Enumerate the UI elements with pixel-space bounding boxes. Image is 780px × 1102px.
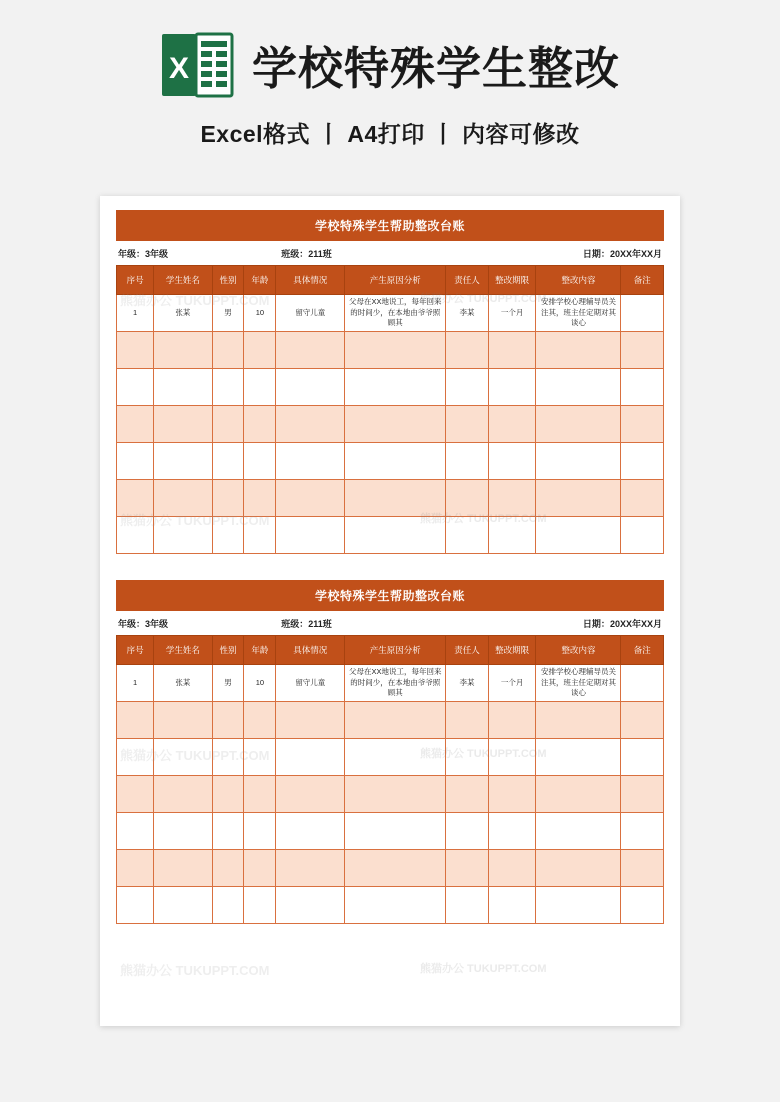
table-cell[interactable] — [276, 739, 345, 776]
table-cell[interactable]: 父母在XX地说工，每年回来的时间少，在本地由爷爷照顾其 — [345, 665, 446, 702]
table-cell[interactable] — [621, 295, 664, 332]
ledger-table — [116, 265, 664, 554]
grade-field — [118, 247, 281, 260]
table-cell[interactable]: 父母在XX地说工，每年回来的时间少，在本地由爷爷照顾其 — [345, 295, 446, 332]
table-cell[interactable] — [117, 776, 154, 813]
table-cell[interactable] — [536, 776, 621, 813]
document-page — [100, 196, 680, 1026]
table-cell[interactable] — [154, 850, 212, 887]
column-header: 责任人 — [446, 636, 488, 665]
table-row[interactable] — [117, 665, 664, 702]
table-cell[interactable] — [446, 702, 488, 739]
table-cell[interactable] — [117, 813, 154, 850]
table-cell[interactable] — [276, 443, 345, 480]
table-cell[interactable] — [154, 369, 212, 406]
table-cell[interactable] — [446, 406, 488, 443]
promo-header — [0, 0, 780, 176]
column-header: 整改内容 — [536, 636, 621, 665]
column-header: 序号 — [117, 266, 154, 295]
grade-field — [118, 617, 281, 630]
table-cell[interactable] — [212, 887, 244, 924]
table-cell[interactable] — [621, 776, 664, 813]
table-cell[interactable] — [244, 887, 276, 924]
table-cell[interactable] — [621, 369, 664, 406]
date-field — [499, 247, 662, 260]
table-cell[interactable]: 男 — [212, 295, 244, 332]
table-cell[interactable] — [276, 406, 345, 443]
table-cell[interactable] — [488, 406, 536, 443]
table-cell[interactable] — [536, 443, 621, 480]
grade-label: 年级： — [118, 619, 146, 629]
column-header: 备注 — [621, 636, 664, 665]
table-cell[interactable] — [621, 480, 664, 517]
table-cell[interactable] — [117, 517, 154, 554]
table-cell[interactable] — [621, 406, 664, 443]
table-row[interactable] — [117, 332, 664, 369]
table-cell[interactable] — [244, 480, 276, 517]
table-cell[interactable] — [276, 776, 345, 813]
table-cell[interactable] — [488, 776, 536, 813]
table-cell[interactable] — [536, 406, 621, 443]
table-cell[interactable] — [276, 887, 345, 924]
table-cell[interactable] — [345, 369, 446, 406]
table-cell[interactable] — [345, 332, 446, 369]
table-cell[interactable] — [446, 443, 488, 480]
table-cell[interactable] — [446, 369, 488, 406]
table-cell[interactable] — [276, 517, 345, 554]
grade-value: 3年级 — [145, 249, 169, 259]
table-cell[interactable] — [621, 850, 664, 887]
table-cell[interactable] — [345, 739, 446, 776]
column-header: 备注 — [621, 266, 664, 295]
table-cell[interactable] — [536, 702, 621, 739]
column-header: 整改期限 — [488, 266, 536, 295]
table-cell[interactable] — [154, 443, 212, 480]
table-cell[interactable] — [345, 702, 446, 739]
column-header: 学生姓名 — [154, 636, 212, 665]
table-cell[interactable] — [117, 887, 154, 924]
table-cell[interactable] — [446, 887, 488, 924]
table-cell[interactable] — [244, 850, 276, 887]
table-cell[interactable] — [276, 850, 345, 887]
table-cell[interactable] — [117, 739, 154, 776]
table-cell[interactable]: 男 — [212, 665, 244, 702]
table-row[interactable] — [117, 369, 664, 406]
class-field — [281, 247, 499, 260]
table-cell[interactable] — [244, 517, 276, 554]
table-cell[interactable] — [345, 480, 446, 517]
table-cell[interactable] — [212, 443, 244, 480]
table-header-row — [117, 636, 664, 665]
table-cell[interactable] — [488, 332, 536, 369]
table-cell[interactable] — [446, 850, 488, 887]
table-cell[interactable] — [536, 813, 621, 850]
table-cell[interactable] — [212, 480, 244, 517]
column-header: 年龄 — [244, 636, 276, 665]
table-cell[interactable] — [154, 480, 212, 517]
header-title-row — [160, 28, 620, 102]
table-cell[interactable]: 1 — [117, 295, 154, 332]
table-cell[interactable] — [536, 850, 621, 887]
table-cell[interactable] — [621, 739, 664, 776]
date-field — [499, 617, 662, 630]
column-header: 产生原因分析 — [345, 636, 446, 665]
table-cell[interactable] — [621, 702, 664, 739]
sheet-1 — [100, 196, 680, 554]
table-cell[interactable] — [536, 480, 621, 517]
table-cell[interactable] — [212, 517, 244, 554]
page-title: 学校特殊学生整改 — [251, 43, 620, 94]
table-cell[interactable] — [154, 813, 212, 850]
table-cell[interactable] — [621, 813, 664, 850]
table-cell[interactable]: 李某 — [446, 665, 488, 702]
table-cell[interactable] — [536, 332, 621, 369]
grade-value: 3年级 — [145, 619, 169, 629]
table-cell[interactable]: 李某 — [446, 295, 488, 332]
table-cell[interactable] — [488, 369, 536, 406]
table-row[interactable] — [117, 850, 664, 887]
column-header: 具体情况 — [276, 636, 345, 665]
table-cell[interactable] — [244, 406, 276, 443]
table-cell[interactable] — [621, 887, 664, 924]
table-cell[interactable] — [212, 369, 244, 406]
table-cell[interactable] — [446, 480, 488, 517]
table-cell[interactable] — [536, 369, 621, 406]
table-row[interactable] — [117, 480, 664, 517]
column-header: 性别 — [212, 636, 244, 665]
table-cell[interactable] — [488, 480, 536, 517]
table-cell[interactable] — [446, 813, 488, 850]
table-cell[interactable] — [345, 776, 446, 813]
table-cell[interactable] — [276, 332, 345, 369]
sheet-2 — [100, 554, 680, 924]
sheet-meta-row — [116, 611, 664, 635]
column-header: 整改期限 — [488, 636, 536, 665]
table-cell[interactable] — [244, 443, 276, 480]
excel-logo-letter: X — [168, 51, 189, 85]
table-row[interactable] — [117, 739, 664, 776]
table-cell[interactable] — [244, 739, 276, 776]
page-subtitle: Excel格式 丨 A4打印 丨 内容可修改 — [200, 120, 580, 147]
column-header: 具体情况 — [276, 266, 345, 295]
excel-logo-icon — [160, 28, 234, 102]
table-cell[interactable]: 留守儿童 — [276, 665, 345, 702]
column-header: 年龄 — [244, 266, 276, 295]
table-cell[interactable] — [345, 887, 446, 924]
sheet-title: 学校特殊学生帮助整改台账 — [116, 210, 664, 241]
table-row[interactable] — [117, 813, 664, 850]
table-cell[interactable] — [276, 369, 345, 406]
table-cell[interactable]: 留守儿童 — [276, 295, 345, 332]
table-cell[interactable]: 张某 — [154, 295, 212, 332]
table-row[interactable] — [117, 295, 664, 332]
sheets-container — [100, 196, 680, 924]
column-header: 责任人 — [446, 266, 488, 295]
date-label: 日期： — [582, 619, 610, 629]
table-cell[interactable]: 安排学校心理辅导员关注其，班主任定期对其谈心 — [536, 665, 621, 702]
column-header: 学生姓名 — [154, 266, 212, 295]
table-cell[interactable] — [244, 332, 276, 369]
table-row[interactable] — [117, 887, 664, 924]
table-cell[interactable] — [488, 887, 536, 924]
table-cell[interactable] — [488, 443, 536, 480]
table-cell[interactable] — [276, 480, 345, 517]
table-cell[interactable] — [488, 517, 536, 554]
table-cell[interactable] — [536, 517, 621, 554]
table-cell[interactable] — [488, 813, 536, 850]
table-cell[interactable] — [212, 332, 244, 369]
table-cell[interactable]: 一个月 — [488, 295, 536, 332]
table-cell[interactable] — [117, 369, 154, 406]
table-cell[interactable] — [621, 332, 664, 369]
date-value: 20XX年XX月 — [609, 249, 662, 259]
table-cell[interactable] — [154, 406, 212, 443]
table-cell[interactable] — [244, 369, 276, 406]
table-cell[interactable]: 10 — [244, 295, 276, 332]
table-cell[interactable]: 一个月 — [488, 665, 536, 702]
table-cell[interactable]: 10 — [244, 665, 276, 702]
column-header: 产生原因分析 — [345, 266, 446, 295]
sheet-meta-row — [116, 241, 664, 265]
table-cell[interactable] — [154, 702, 212, 739]
table-cell[interactable] — [154, 332, 212, 369]
table-cell[interactable] — [117, 480, 154, 517]
table-cell[interactable] — [117, 443, 154, 480]
table-cell[interactable] — [117, 406, 154, 443]
table-cell[interactable] — [244, 776, 276, 813]
class-label: 班级： — [281, 619, 309, 629]
class-value: 211班 — [308, 619, 332, 629]
table-cell[interactable] — [345, 517, 446, 554]
table-cell[interactable] — [488, 739, 536, 776]
table-cell[interactable] — [244, 813, 276, 850]
class-field — [281, 617, 499, 630]
table-row[interactable] — [117, 406, 664, 443]
table-cell[interactable] — [276, 702, 345, 739]
table-cell[interactable] — [212, 776, 244, 813]
column-header: 整改内容 — [536, 266, 621, 295]
date-value: 20XX年XX月 — [609, 619, 662, 629]
table-cell[interactable] — [212, 406, 244, 443]
table-cell[interactable] — [154, 887, 212, 924]
table-row[interactable] — [117, 776, 664, 813]
table-cell[interactable] — [446, 776, 488, 813]
table-row[interactable] — [117, 702, 664, 739]
table-cell[interactable] — [117, 702, 154, 739]
table-cell[interactable] — [212, 813, 244, 850]
table-cell[interactable] — [621, 517, 664, 554]
table-cell[interactable] — [212, 702, 244, 739]
date-label: 日期： — [582, 249, 610, 259]
table-cell[interactable] — [536, 887, 621, 924]
table-cell[interactable]: 安排学校心理辅导员关注其，班主任定期对其谈心 — [536, 295, 621, 332]
table-cell[interactable] — [345, 443, 446, 480]
table-cell[interactable] — [212, 850, 244, 887]
column-header: 性别 — [212, 266, 244, 295]
table-cell[interactable] — [446, 332, 488, 369]
table-row[interactable] — [117, 443, 664, 480]
table-row[interactable] — [117, 517, 664, 554]
grade-label: 年级： — [118, 249, 146, 259]
table-cell[interactable] — [621, 665, 664, 702]
table-cell[interactable] — [276, 813, 345, 850]
table-cell[interactable] — [244, 702, 276, 739]
table-cell[interactable] — [536, 739, 621, 776]
table-cell[interactable] — [446, 517, 488, 554]
class-value: 211班 — [308, 249, 332, 259]
table-cell[interactable] — [345, 813, 446, 850]
table-cell[interactable] — [621, 443, 664, 480]
table-cell[interactable] — [345, 406, 446, 443]
table-cell[interactable] — [446, 739, 488, 776]
table-cell[interactable] — [117, 332, 154, 369]
table-cell[interactable] — [117, 850, 154, 887]
column-header: 序号 — [117, 636, 154, 665]
table-cell[interactable]: 1 — [117, 665, 154, 702]
class-label: 班级： — [281, 249, 309, 259]
table-cell[interactable] — [488, 850, 536, 887]
table-cell[interactable] — [154, 739, 212, 776]
table-cell[interactable] — [154, 776, 212, 813]
table-cell[interactable] — [345, 850, 446, 887]
table-header-row — [117, 266, 664, 295]
table-cell[interactable] — [154, 517, 212, 554]
table-cell[interactable] — [488, 702, 536, 739]
ledger-table — [116, 635, 664, 924]
table-cell[interactable] — [212, 739, 244, 776]
sheet-title: 学校特殊学生帮助整改台账 — [116, 580, 664, 611]
table-cell[interactable]: 张某 — [154, 665, 212, 702]
